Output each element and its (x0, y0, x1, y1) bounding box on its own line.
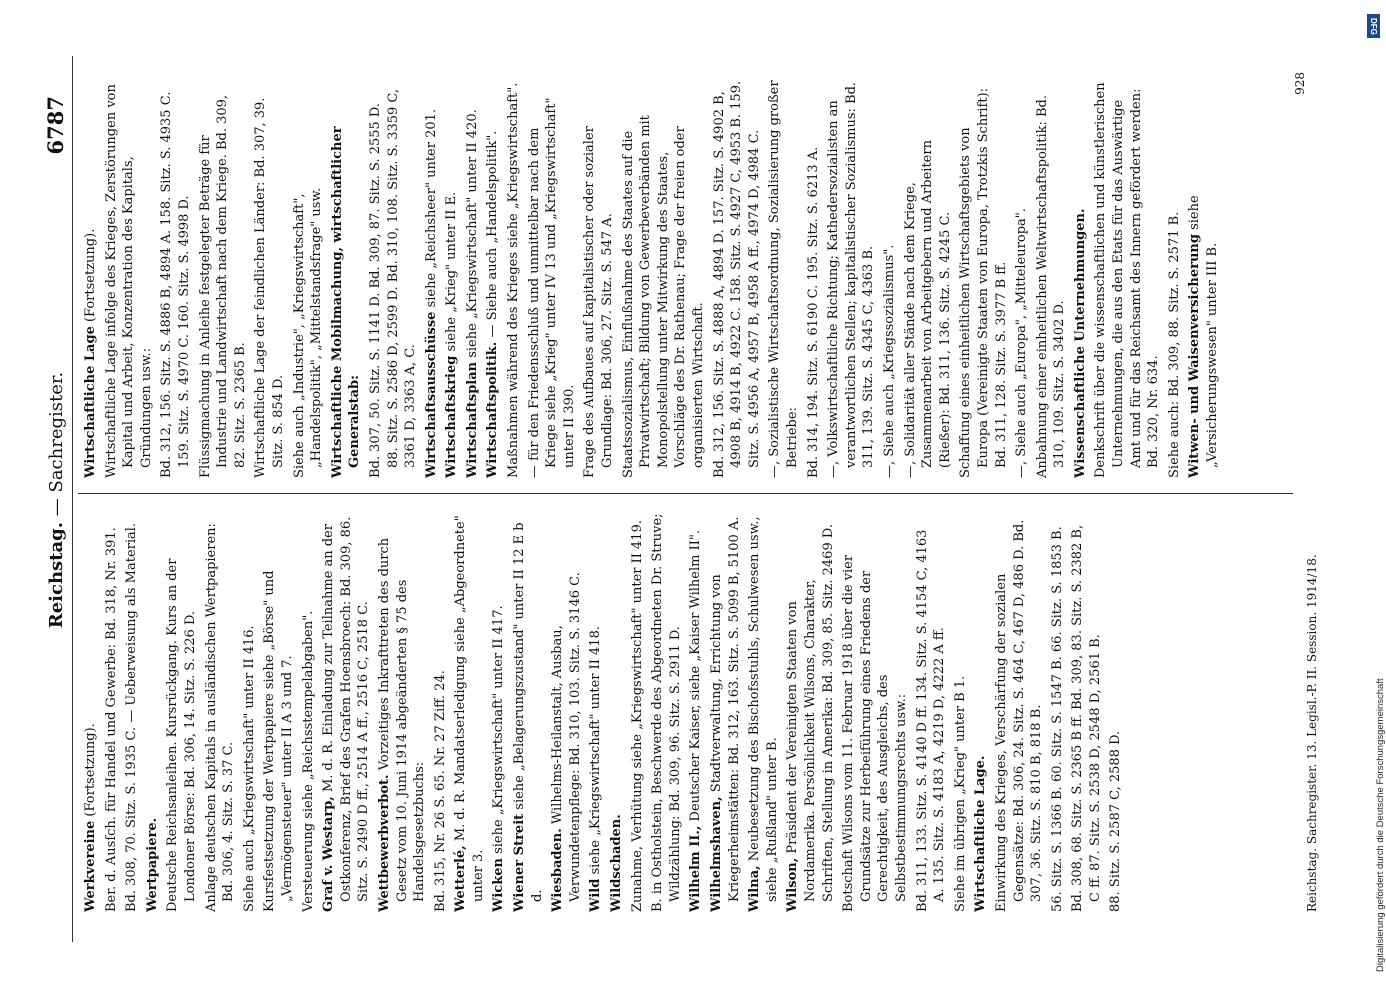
entry-keyword: Wildschaden. (609, 814, 625, 912)
register-entry (1049, 512, 1067, 912)
entry-text: Bd. 311, 133. Sitz. S. 4140 D ff. 134. Sitz. S. 4154 C, 4163 A. 135. Sitz. S. 4183 A, 4219 D, 4222 A ff. (914, 529, 948, 912)
entry-text: —, Siehe auch „Europa", „Mitteleuropa". (1014, 208, 1030, 478)
register-entry (711, 80, 764, 478)
entry-text: Einwirkung des Krieges, Verschärfung der sozialen Gegensätze: Bd. 306, 24. Sitz. S. 464 C, 467 D, 486 D. Bd. 307, 36. Sitz. S. 810 B, 818 B. (993, 519, 1045, 912)
entry-keyword: Wettbewerbverbot. (376, 774, 392, 912)
register-entry (464, 80, 482, 478)
register-entry (320, 512, 373, 912)
entry-text: (Fortsetzung). (83, 723, 98, 821)
register-entry (367, 80, 420, 478)
entry-keyword: Wilhelmshaven, (709, 796, 724, 912)
entry-text: siehe „Krieg" unter II E. (444, 191, 460, 356)
register-entry (452, 512, 487, 912)
entry-text: Denkschrift über die wissenschaftlichen und künstlerischen Unternehmungen, die aus den Etats für das Auswärtige Amt und für das Reichsamt des Innern gefördert werden: Bd. 320, Nr. 634. (1093, 82, 1162, 478)
register-entry (1069, 512, 1104, 912)
entry-text: Wirtschaftliche Lage infolge des Krieges, Zerstörungen von Kapital und Arbeit, Konzentration des Kapitals, Gründungen usw.: (103, 84, 154, 478)
register-entry (423, 80, 441, 478)
register-entry (1034, 80, 1069, 478)
entry-text: Botschaft Wilsons vom 11. Februar 1918 über die vier Grundsätze zur Herbeiführung eines Friedens der Gerechtigkeit, des Ausgleichs, des Selbstbestimmungsrechts usw.: (841, 554, 909, 912)
register-entry (1166, 80, 1184, 478)
register-entry (1186, 80, 1221, 478)
entry-text: Kursfestsetzung der Wertpapiere siehe „Börse" und „Vermögensteuer" unter II A 3 und 7. (262, 570, 295, 912)
register-entry (952, 512, 970, 912)
register-entry (620, 80, 708, 478)
entry-text: siehe „Kriegswirtschaft" unter II 420. (464, 109, 480, 362)
entry-text: siehe „Belagerungszustand" unter II 12 E b d. (512, 522, 545, 902)
entry-text: Bd. 314, 194. Sitz. S. 6190 C. 195. Sitz. S. 6213 A. (805, 146, 821, 478)
register-entry (511, 512, 546, 912)
register-entry (300, 512, 318, 912)
register-entry (123, 512, 141, 912)
register-entry (82, 512, 100, 912)
register-entry (490, 512, 508, 912)
entry-text: 56. Sitz. S. 1366 B. 60. Sitz. S. 1547 B. 66. Sitz. S. 1853 B. (1049, 526, 1065, 912)
entry-text: M. d. R. Einladung zur Teilnahme an der Ostkonferenz, Brief des Grafen Hoensbroech: Bd. 309, 86. Sitz. S. 2490 D ff., 2514 A ff., 2516 C, 2518 C. (321, 516, 372, 902)
entry-keyword: Wirtschaftliche Lage. (973, 755, 989, 912)
entry-text: — Siehe auch „Handelspolitik". (485, 130, 501, 342)
entry-text: —, Sozialistische Wirtschaftsordnung, Sozialisierung großer Betriebe: (767, 80, 800, 478)
register-entry (103, 80, 156, 478)
entry-text: Versteuerung siehe „Reichsstempelabgaben". (300, 610, 316, 912)
side-credit-text: Digitalisierung gefördert durch die Deutsche Forschungsgemeinschaft (1375, 678, 1386, 972)
register-entry (158, 80, 193, 478)
register-entry (164, 512, 199, 912)
entry-text: Bd. 312, 156. Sitz. S. 4888 A, 4894 D. 157. Sitz. S. 4902 B, 4908 B, 4914 B, 4922 C. 158. Sitz. S. 4927 C, 4953 B. 159. Sitz. S. 4956 A, 4957 B, 4958 A ff., 4974 D, 4984 C. (711, 80, 762, 478)
page-mark: 928 (1293, 72, 1307, 95)
entry-text: siehe „Kriegswirtschaft" unter II 418. (588, 625, 604, 879)
entry-text: Siehe auch „Industrie", „Kriegswirtschaft", „Handelspolitik", „Mittelstandsfrage" usw. (291, 187, 325, 478)
entry-text: siehe „Versicherungswesen" unter III B. (1187, 195, 1221, 468)
register-entry (746, 512, 781, 912)
entry-text: Bd. 312, 156. Sitz. S. 4886 B, 4894 A. 158. Sitz. S. 4935 C. 159. Sitz. S. 4970 C. 160. Sitz. S. 4998 D. (159, 91, 192, 478)
register-entry (144, 512, 162, 912)
entry-keyword: Wetterlé, (453, 845, 469, 912)
entry-text: Frage des Aufbaues auf kapitalistischer oder sozialer Grundlage: Bd. 306, 27. Sitz. S. 547 A. (582, 126, 616, 478)
register-entry (608, 512, 626, 912)
entry-text: —, Siehe auch „Kriegssozialismus". (881, 244, 897, 478)
column-divider (78, 493, 1293, 494)
register-entry (629, 512, 647, 912)
entry-text: Staatssozialismus, Einflußnahme des Staates auf die Privatwirtschaft; Bildung von Gewerbeverbänden mit Monopolstellung unter Mitwirkung des Staates, Vorschläge des Dr. Rathenau; Frage der freien oder organisierten Wirtschaft. (620, 115, 706, 478)
register-entry (972, 512, 990, 912)
register-entry (241, 512, 259, 912)
register-entry (103, 512, 121, 912)
entry-text: Deutscher Kaiser, siehe „Kaiser Wilhelm II". (688, 530, 704, 826)
entry-text: siehe „Kriegswirtschaft" unter II 417. (491, 605, 507, 859)
entry-keyword: Wilson, (785, 857, 801, 912)
entry-keyword: Wilhelm II., (688, 825, 704, 912)
entry-keyword: Wertpapiere. (144, 817, 160, 912)
entry-text: Schaffung eines einheitlichen Wirtschaftsgebiets von Europa (Vereinigte Staaten von Europa, Trotzkis Schrift): Bd. 311, 128. Sitz. S. 3977 B ff. (958, 87, 1009, 478)
register-entry (708, 512, 743, 912)
entry-keyword: Wirtschaftsplan (464, 361, 480, 478)
header-right: Sachregister. (46, 371, 67, 493)
register-entry (432, 512, 450, 912)
register-entry (443, 80, 461, 478)
entry-text: Wilhelms-Heilanstalt, Ausbau, Verwundetenpflege: Bd. 310, 103. Sitz. S. 3146 C. (550, 572, 583, 902)
register-entry (484, 80, 502, 478)
entry-text: Wirtschaftliche Lage der feindlichen Länder: Bd. 307, 39. Sitz. S. 854 D. (253, 97, 286, 478)
right-column (82, 80, 1225, 478)
entry-keyword: Wicken (491, 858, 507, 912)
header-rule (72, 56, 73, 942)
entry-keyword: Wiesbaden. (550, 828, 566, 912)
register-entry (1072, 80, 1090, 478)
register-entry (881, 80, 899, 478)
header-dash: — (46, 498, 67, 517)
footer: Reichstag. Sachregister. 13. Legisl.-P. II. Session. 1914/18. (1305, 554, 1319, 912)
entry-keyword: Wiener Streit (512, 813, 528, 912)
register-entry (82, 80, 100, 478)
register-entry (197, 80, 250, 478)
entry-text: siehe „Reichsheer" unter 201. (423, 108, 439, 312)
page-number: 6787 (43, 96, 68, 155)
header-left: Reichstag. (46, 521, 67, 629)
entry-text: (Fortsetzung). (83, 228, 98, 327)
entry-text: Vorzeitiges Inkrafttreten des durch Gesetz vom 10. Juni 1914 abgeänderten § 75 des Handelsgesetzbuchs: (376, 537, 428, 902)
entry-text: Siehe im übrigen „Krieg" unter B 1. (952, 675, 968, 912)
entry-text: 88. Sitz. S. 2587 C, 2588 D. (1108, 730, 1124, 912)
entry-text: Maßnahmen während des Krieges siehe „Kriegswirtschaft". (506, 82, 522, 478)
entry-text: Stadtverwaltung, Errichtung von Kriegerheimstätten: Bd. 312, 163. Sitz. S. 5099 B, 5100 A. (709, 516, 742, 902)
entry-text: Bd. 307, 50. Sitz. S. 1141 D. Bd. 309, 87. Sitz. S. 2555 D. 88. Sitz. S. 2586 D, 2599 D. Bd. 310, 108. Sitz. S. 3359 C, 3361 D, 3363 A, C. (367, 88, 419, 478)
register-entry (526, 80, 579, 478)
entry-keyword: Wissenschaftliche Unternehmungen. (1072, 208, 1088, 478)
entry-text: Deutsche Reichsanleihen. Kursrückgang. Kurs an der Londoner Börse: Bd. 306, 14. Sitz. S. 226 D. (165, 558, 198, 912)
entry-text: Zunahme, Verhütung siehe „Kriegswirtschaft" unter II 419. (629, 520, 645, 912)
register-entry (766, 80, 801, 478)
register-entry (203, 512, 238, 912)
register-entry (840, 512, 910, 912)
entry-keyword: Graf v. Westarp, (321, 796, 337, 912)
register-entry (902, 80, 955, 478)
register-entry (291, 80, 326, 478)
left-column (82, 512, 1128, 912)
entry-keyword: Wild (588, 878, 604, 912)
entry-text: Bd. 308, 68. Sitz. S. 2365 B ff. Bd. 309, 83. Sitz. S. 2382 B, C ff. 87. Sitz. S. 2538 D, 2548 D, 2561 B. (1070, 524, 1103, 912)
register-entry (329, 80, 364, 478)
register-entry (957, 80, 1010, 478)
dfg-badge: DFG (1367, 14, 1380, 38)
entry-text: Anlage deutschen Kapitals in ausländischen Wertpapieren: Bd. 306, 4. Sitz. S. 37 C. (203, 523, 237, 912)
entry-text: B. in Ostholstein, Beschwerde des Abgeordneten Dr. Struve; Wildzählung: Bd. 309, 96. Sitz. S. 2911 D. (650, 513, 683, 912)
entry-keyword: Wirtschaftskrieg (444, 355, 460, 478)
register-entry (1107, 512, 1125, 912)
register-entry (805, 80, 823, 478)
entry-keyword: Wirtschaftliche Mobilmachung, wirtschaftlicher Generalstab: (329, 126, 363, 478)
register-entry (784, 512, 837, 912)
register-entry (261, 512, 296, 912)
register-entry (1092, 80, 1162, 478)
entry-text: Bd. 308, 70. Sitz. S. 1935 C. — Ueberweisung als Material. (124, 522, 140, 912)
entry-keyword: Wirtschaftsausschüsse (423, 311, 439, 478)
register-entry (376, 512, 429, 912)
entry-keyword: Wirtschaftspolitik. (485, 341, 501, 478)
entry-keyword: Wirtschaftliche Lage (83, 326, 98, 478)
entry-keyword: Witwen- und Waisenversicherung (1187, 234, 1203, 478)
register-entry (252, 80, 287, 478)
entry-text: —, Volkswirtschaftliche Richtung; Kathedersozialisten an verantwortlichen Stellen; kapitalistischer Sozialismus: Bd. 311, 139. Sitz. S. 4345 C, 4363 B. (826, 81, 877, 478)
side-credit (1363, 12, 1386, 972)
entry-text: — für den Friedensschluß und unmittelbar nach dem Kriege siehe „Krieg" unter IV 13 und „Kriegswirtschaft" unter II 390. (526, 97, 577, 478)
entry-text: Ber. d. Ausſch. für Handel und Gewerbe: Bd. 318, Nr. 391. (103, 527, 119, 912)
entry-text: Flüssigmachung in Anleihe festgelegter Beträge für Industrie und Landwirtschaft nach dem Kriege. Bd. 309, 82. Sitz. S. 2365 B. (197, 94, 248, 478)
register-entry (549, 512, 584, 912)
entry-text: —, Solidarität aller Stände nach dem Kriege, Zusammenarbeit von Arbeitgebern und Arbeitern (Rießer): Bd. 311, 136. Sitz. S. 4245 C. (902, 140, 953, 478)
register-entry (649, 512, 684, 912)
register-entry (914, 512, 949, 912)
register-entry (993, 512, 1046, 912)
register-entry (825, 80, 878, 478)
entry-text: Bd. 315, Nr. 26 S. 65. Nr. 27 Ziff. 24. (432, 670, 448, 912)
entry-keyword: Wilna, (747, 865, 763, 912)
register-entry (505, 80, 523, 478)
entry-text: Siehe auch: Bd. 309, 88. Sitz. S. 2571 B. (1166, 211, 1182, 478)
entry-keyword: Werkvereine (83, 820, 98, 912)
entry-text: Präsident der Vereinigten Staaten von Nordamerika. Persönlichkeit Wilsons, Charakter, Schriften, Stellung in Amerika: Bd. 309, 85. Sitz. 2469 D. (785, 524, 836, 902)
register-entry (587, 512, 605, 912)
entry-text: Siehe auch „Kriegswirtschaft" unter II 416. (241, 625, 257, 912)
register-entry (687, 512, 705, 912)
register-entry (581, 80, 616, 478)
entry-text: M. d. R. Mandatserledigung siehe „Abgeordnete" unter 3. (453, 515, 486, 902)
entry-text: Neubesetzung des Bischofsstuhls, Schulwesen usw., siehe „Rußland" unter B. (747, 516, 780, 902)
register-entry (1013, 80, 1031, 478)
page-header (46, 0, 67, 1000)
entry-text: Anbahnung einer einheitlichen Weltwirtschaftspolitik: Bd. 310, 109. Sitz. S. 3402 D. (1034, 94, 1068, 478)
